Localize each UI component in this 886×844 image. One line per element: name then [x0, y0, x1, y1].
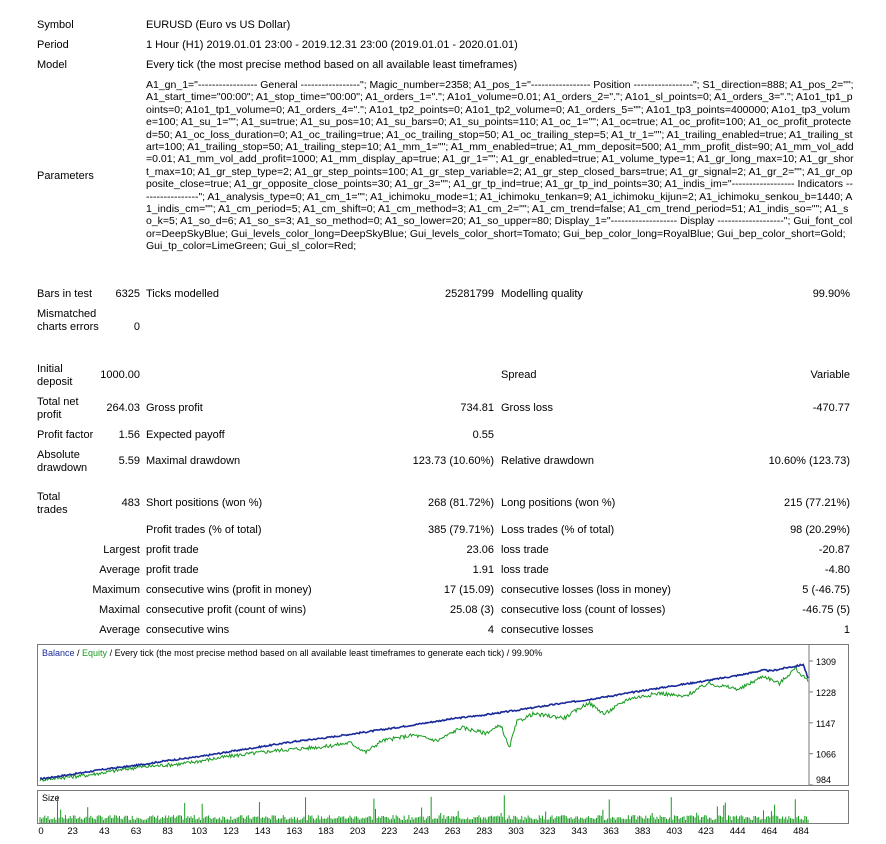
maximal-consecutive-profit-value: 25.08 (3): [449, 604, 494, 616]
x-tick-label: 183: [318, 826, 334, 837]
size-chart: [37, 790, 849, 824]
gross-profit-value: 734.81: [460, 402, 494, 414]
parameters-label: Parameters: [37, 170, 94, 182]
x-tick-label: 43: [99, 826, 110, 837]
y-tick-label: 1147: [816, 718, 836, 729]
average-profit-trade-value: 1.91: [472, 564, 494, 576]
expected-payoff-value: 0.55: [472, 429, 494, 441]
size-label: Size: [42, 793, 60, 803]
y-tick-label: 1066: [816, 749, 837, 760]
bars-value: 6325: [115, 288, 140, 300]
maximal-label: Maximal: [99, 604, 140, 616]
x-tick-label: 143: [254, 826, 271, 837]
average-consecutive-wins-value: 4: [487, 624, 494, 636]
average-loss-trade-label: loss trade: [501, 564, 549, 576]
x-tick-label: 303: [508, 826, 524, 837]
legend-separator: /: [74, 648, 83, 658]
short-positions-value: 268 (81.72%): [427, 497, 494, 509]
expected-payoff-label: Expected payoff: [146, 429, 225, 441]
legend-description: / Every tick (the most precise method based on all available least timeframes to generate each tick) / 99.90%: [107, 648, 543, 658]
maximum-label: Maximum: [92, 584, 140, 596]
x-tick-label: 444: [729, 826, 746, 837]
symbol-value: EURUSD (Euro vs US Dollar): [146, 19, 291, 31]
x-tick-label: 203: [349, 826, 366, 837]
profit-factor-value: 1.56: [118, 429, 140, 441]
legend-balance: Balance: [42, 648, 75, 658]
x-tick-label: 363: [603, 826, 619, 837]
max-consecutive-losses-value: 5 (-46.75): [802, 584, 850, 596]
spread-label: Spread: [501, 369, 537, 381]
maximal-drawdown-value: 123.73 (10.60%): [412, 455, 494, 467]
x-tick-label: 403: [666, 826, 683, 837]
x-tick-label: 383: [634, 826, 651, 837]
total-trades-label: Total trades: [37, 491, 68, 516]
x-tick-label: 283: [476, 826, 493, 837]
x-tick-label: 163: [286, 826, 303, 837]
x-tick-label: 243: [413, 826, 429, 837]
profit-trades-value: 385 (79.71%): [427, 524, 494, 536]
x-tick-label: 23: [67, 826, 78, 837]
net-profit-label: Total net profit: [37, 396, 79, 421]
relative-drawdown-label: Relative drawdown: [501, 455, 594, 467]
average-consecutive-losses-value: 1: [843, 624, 850, 636]
equity-series-line: [40, 668, 808, 781]
largest-label: Largest: [103, 544, 140, 556]
x-tick-label: 343: [571, 826, 588, 837]
largest-loss-trade-value: -20.87: [818, 544, 850, 556]
profit-factor-label: Profit factor: [37, 429, 94, 441]
largest-loss-trade-label: loss trade: [501, 544, 549, 556]
absolute-drawdown-label: Absolute drawdown: [37, 449, 88, 474]
ticks-label: Ticks modelled: [146, 288, 219, 300]
maximal-consecutive-profit-label: consecutive profit (count of wins): [146, 604, 307, 616]
y-tick-label: 984: [816, 775, 832, 785]
x-tick-label: 464: [761, 826, 778, 837]
gross-loss-value: -470.77: [812, 402, 850, 414]
gross-profit-label: Gross profit: [146, 402, 203, 414]
loss-trades-label: Loss trades (% of total): [501, 524, 615, 536]
average-profit-trade-label: profit trade: [146, 564, 199, 576]
maximal-drawdown-label: Maximal drawdown: [146, 455, 241, 467]
net-profit-value: 264.03: [106, 402, 140, 414]
maximal-consecutive-loss-label: consecutive loss (count of losses): [501, 604, 666, 616]
y-tick-label: 1309: [816, 657, 837, 667]
average-consecutive-wins-label: consecutive wins: [146, 624, 230, 636]
short-positions-label: Short positions (won %): [146, 497, 263, 509]
x-tick-label: 103: [191, 826, 208, 837]
ticks-value: 25281799: [445, 288, 494, 300]
average-loss-trade-value: -4.80: [824, 564, 850, 576]
long-positions-label: Long positions (won %): [501, 497, 616, 509]
x-tick-label: 123: [223, 826, 239, 837]
x-tick-label: 83: [162, 826, 173, 837]
profit-trades-label: Profit trades (% of total): [146, 524, 262, 536]
relative-drawdown-value: 10.60% (123.73): [768, 455, 850, 467]
period-value: 1 Hour (H1) 2019.01.01 23:00 - 2019.12.31 23:00 (2019.01.01 - 2020.01.01): [146, 39, 518, 51]
x-tick-label: 423: [698, 826, 714, 837]
long-positions-value: 215 (77.21%): [783, 497, 850, 509]
gross-loss-label: Gross loss: [501, 402, 553, 414]
legend-equity: Equity: [82, 648, 108, 658]
model-value: Every tick (the most precise method based on all available least timeframes): [146, 59, 518, 71]
x-tick-label: 0: [38, 826, 44, 837]
largest-profit-trade-label: profit trade: [146, 544, 199, 556]
maximal-consecutive-loss-value: -46.75 (5): [802, 604, 850, 616]
mismatched-label: Mismatched charts errors: [37, 308, 99, 333]
x-tick-label: 323: [539, 826, 556, 837]
model-label: Model: [37, 59, 67, 71]
quality-label: Modelling quality: [501, 288, 583, 300]
bars-label: Bars in test: [37, 288, 93, 300]
absolute-drawdown-value: 5.59: [118, 455, 140, 467]
max-consecutive-wins-label: consecutive wins (profit in money): [146, 584, 312, 596]
quality-value: 99.90%: [812, 288, 850, 300]
initial-deposit-value: 1000.00: [100, 369, 140, 381]
max-consecutive-wins-value: 17 (15.09): [443, 584, 494, 596]
spread-value: Variable: [810, 369, 850, 381]
x-tick-label: 263: [444, 826, 461, 837]
balance-equity-plot: [38, 645, 848, 785]
largest-profit-trade-value: 23.06: [466, 544, 494, 556]
size-plot: [38, 791, 848, 823]
average-consecutive-losses-label: consecutive losses: [501, 624, 594, 636]
y-tick-label: 1228: [816, 687, 837, 698]
x-tick-label: 223: [381, 826, 398, 837]
x-tick-label: 63: [130, 826, 142, 837]
symbol-label: Symbol: [37, 19, 74, 31]
average-label: Average: [99, 564, 140, 576]
loss-trades-value: 98 (20.29%): [790, 524, 850, 536]
x-tick-label: 484: [793, 826, 809, 837]
parameters-value: A1_gn_1="----------------- General -----------------"; Magic_number=2358; A1_pos_1="----------------- Position -----------------"; S1_direction=888; A1_pos_2=""; A1_start_time="00:00"; A1_stop_time="00:00"; A1_orders_1="."; A1o1_volume=0.01; A1_orders_2="."; A1o1_sl_points=0; A1_orders_3="."; A1o1_tp1_points=0; A1o1_tp1_volume=0; A1_orders_4="."; A1o1_tp2_points=0; A1o1_tp2_volume=0; A1_orders_5=""; A1o1_tp3_points=400000; A1o1_tp3_volume=100; A1_su_1=""; A1_su=true; A1_su_pos=10; A1_su_bars=0; A1_su_points=110; A1_oc_1=""; A1_oc=true; A1_oc_profit=100; A1_oc_profit_protected=50; A1_oc_loss_duration=0; A1_oc_trailing=true; A1_oc_trailing_stop=50; A1_oc_trailing_step=5; A1_tr_1=""; A1_trailing_enabled=true; A1_trailing_start=100; A1_trailing_stop=50; A1_trailing_step=10; A1_mm_1=""; A1_mm_enabled=true; A1_mm_deposit=500; A1_mm_profit_dist=90; A1_mm_vol_add=0.01; A1_mm_vol_add_profit=1000; A1_mm_display_ap=true; A1_gr_1=""; A1_gr_enabled=true; A1_volume_type=1; A1_gr_long_max=10; A1_gr_short_max=10; A1_gr_step_type=2; A1_gr_step_points=100; A1_gr_step_variable=2; A1_gr_step_closed_bars=true; A1_gr_signal=2; A1_gr_2=""; A1_gr_opposite_close=true; A1_gr_opposite_close_points=30; A1_gr_3=""; A1_gr_tp_ind=true; A1_gr_tp_ind_points=30; A1_indis_im="------------------ Indicators -----------------"; A1_analysis_type=0; A1_cm_1=""; A1_ichimoku_mode=1; A1_ichimoku_tenkan=9; A1_ichimoku_kijun=2; A1_ichimoku_senkou_b=1440; A1_indis_cm=""; A1_cm_period=5; A1_cm_shift=0; A1_cm_method=3; A1_cm_2=""; A1_cm_trend=false; A1_cm_trend_period=51; A1_indis_so=""; A1_so_k=5; A1_so_d=6; A1_so_s=3; A1_so_method=0; A1_so_lower=20; A1_so_upper=80; Display_1="------------------- Display -------------------"; Gui_font_color=DeepSkyBlue; Gui_levels_color_long=DeepSkyBlue; Gui_levels_color_short=Tomato; Gui_bep_color_long=RoyalBlue; Gui_bep_color_short=Gold; Gui_tp_color=LimeGreen; Gui_sl_color=Red;: [146, 79, 854, 253]
total-trades-value: 483: [121, 497, 140, 509]
balance-series-line: [40, 665, 808, 780]
average-consecutive-label: Average: [99, 624, 140, 636]
max-consecutive-losses-label: consecutive losses (loss in money): [501, 584, 671, 596]
initial-deposit-label: Initial deposit: [37, 363, 73, 388]
period-label: Period: [37, 39, 69, 51]
mismatched-value: 0: [133, 321, 140, 333]
balance-equity-chart: [37, 644, 849, 786]
